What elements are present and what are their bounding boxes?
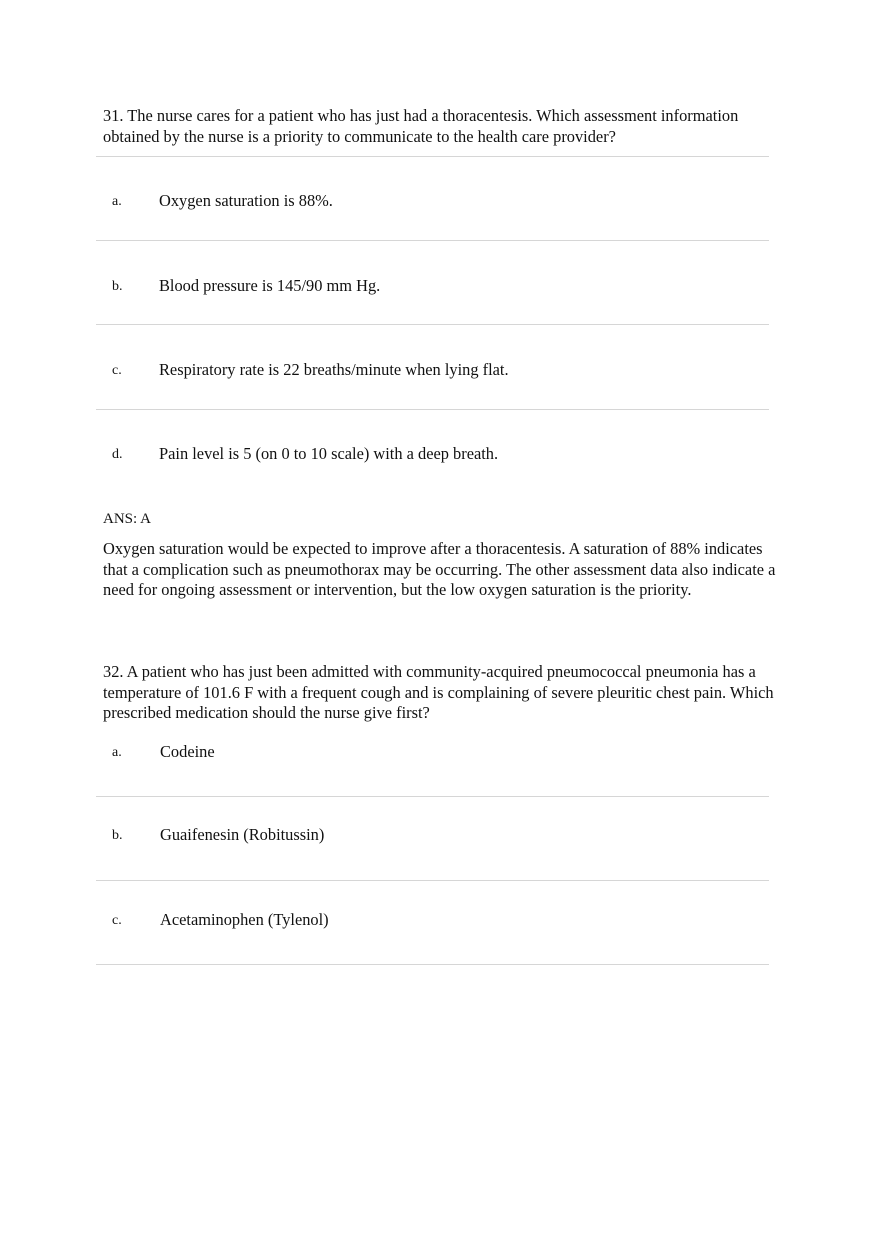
question-32-option-b bbox=[0, 825, 880, 847]
option-letter: b. bbox=[112, 828, 123, 843]
answer-rationale: Oxygen saturation would be expected to improve after a thoracentesis. A saturation of 88% indicates that a complication such as pneumothorax may be occurring. The other assessment data also indicate a need for ongoing assessment or intervention, but the low oxygen saturation is the priority. bbox=[103, 539, 776, 599]
question-31-option-c bbox=[0, 360, 880, 382]
divider bbox=[96, 880, 769, 881]
question-31-stem: 31. The nurse cares for a patient who has just had a thoracentesis. Which assessment information obtained by the nurse is a priority to communicate to the health care provider? bbox=[103, 106, 739, 146]
divider bbox=[96, 240, 769, 241]
question-32-option-c bbox=[0, 910, 880, 932]
option-letter: a. bbox=[112, 194, 122, 209]
divider bbox=[96, 156, 769, 157]
option-letter: b. bbox=[112, 279, 123, 294]
option-letter: c. bbox=[112, 913, 122, 928]
answer-key: ANS: A bbox=[103, 511, 151, 527]
question-31-option-b bbox=[0, 276, 880, 298]
option-letter: a. bbox=[112, 745, 122, 760]
option-text: Guaifenesin (Robitussin) bbox=[160, 825, 325, 844]
divider bbox=[96, 324, 769, 325]
option-letter: d. bbox=[112, 447, 123, 462]
option-text: Acetaminophen (Tylenol) bbox=[160, 910, 329, 929]
option-text: Respiratory rate is 22 breaths/minute when lying flat. bbox=[159, 360, 509, 379]
option-text: Blood pressure is 145/90 mm Hg. bbox=[159, 276, 381, 295]
option-letter: c. bbox=[112, 363, 122, 378]
divider bbox=[96, 796, 769, 797]
question-31-option-d bbox=[0, 444, 880, 466]
divider bbox=[96, 964, 769, 965]
question-32-option-a bbox=[0, 742, 880, 764]
option-text: Pain level is 5 (on 0 to 10 scale) with a deep breath. bbox=[159, 444, 499, 463]
question-32-stem: 32. A patient who has just been admitted with community-acquired pneumococcal pneumonia has a temperature of 101.6 F with a frequent cough and is complaining of severe pleuritic chest pain. Which prescribed medication should the nurse give first? bbox=[103, 662, 774, 722]
option-text: Oxygen saturation is 88%. bbox=[159, 191, 333, 210]
divider bbox=[96, 409, 769, 410]
option-text: Codeine bbox=[160, 742, 215, 761]
question-31-option-a bbox=[0, 191, 880, 213]
